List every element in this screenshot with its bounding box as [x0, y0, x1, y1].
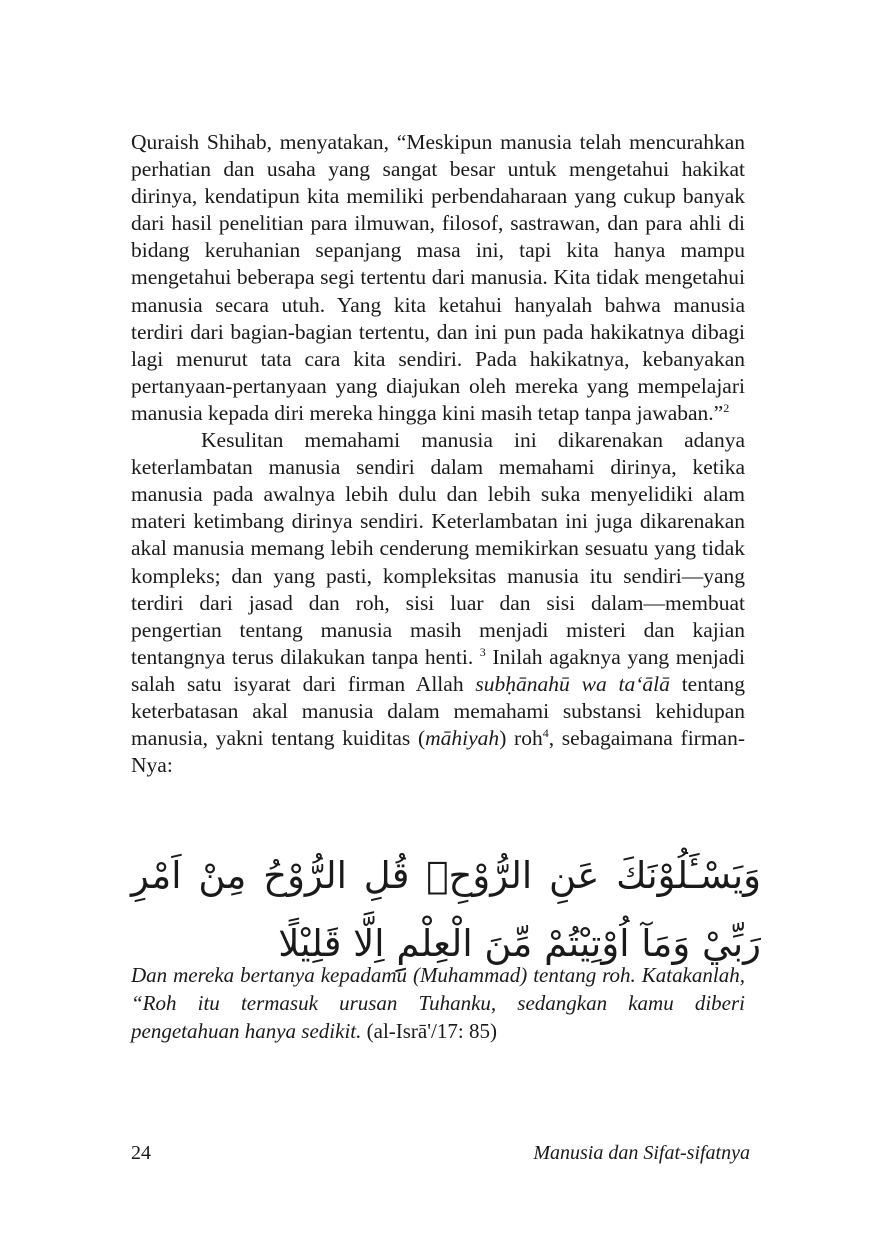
- quote-text: Quraish Shihab, menyatakan, “Meskipun manusia telah mencurahkan perhatian dan usaha yang sangat besar untuk mengetahui hakikat dirinya, kendatipun kita memiliki perbendaharaan yang cukup banyak dari hasil penelitian para ilmuwan, filosof, sastrawan, dan para ahli di bidang keruhanian sepanjang masa ini, tapi kita hanya mampu mengetahui beberapa segi tertentu dari manusia. Kita tidak mengetahui manusia secara utuh. Yang kita ketahui hanyalah bahwa manusia terdiri dari bagian-bagian tertentu, dan ini pun pada hakikatnya dibagi lagi menurut tata cara kita sendiri. Pada hakikatnya, kebanyakan pertanyaan-pertanyaan yang diajukan oleh mereka yang mempelajari manusia kepada diri mereka hingga kini masih tetap tanpa jawaban.”: [131, 130, 745, 425]
- paragraph-explanation: [131, 427, 745, 779]
- mahiyah-term: māhiyah: [425, 726, 500, 751]
- explanation-text-2: Inilah agaknya yang menjadi salah satu isyarat dari firman Allah: [131, 644, 745, 696]
- subhanahu-phrase: subḥānahū wa ta‘ālā: [475, 671, 670, 696]
- running-title: Manusia dan Sifat-sifatnya: [533, 1142, 750, 1164]
- footnote-marker-4: 4: [542, 725, 549, 740]
- footnote-marker-2: 2: [723, 400, 730, 415]
- body-text: [131, 129, 745, 779]
- paragraph-quote: [131, 129, 745, 427]
- verse-translation: [131, 961, 745, 1045]
- quran-verse-arabic: وَيَسْـَٔلُوْنَكَ عَنِ الرُّوْحِۗ قُلِ الرُّوْحُ مِنْ اَمْرِ رَبِّيْ وَمَآ اُوْتِيْتُمْ مِّنَ الْعِلْمِ اِلَّا قَلِيْلًا: [131, 854, 761, 965]
- translation-text: Dan mereka bertanya kepadamu (Muhammad) tentang roh. Katakanlah, “Roh itu termasuk urusan Tuhanku, sedangkan kamu diberi pengetahuan hanya sedikit.: [131, 963, 745, 1043]
- explanation-text-4: ) roh: [499, 726, 543, 751]
- explanation-text-1: Kesulitan memahami manusia ini dikarenakan adanya keterlambatan manusia sendiri dalam memahami dirinya, ketika manusia pada awalnya lebih dulu dan lebih suka menyelidiki alam materi ketimbang dirinya sendiri. Keterlambatan ini juga dikarenakan akal manusia memang lebih cenderung memikirkan sesuatu yang tidak kompleks; dan yang pasti, kompleksitas manusia itu sendiri—yang terdiri dari jasad dan roh, sisi luar dan sisi dalam—membuat pengertian tentang manusia masih menjadi misteri dan kajian tentangnya terus dilakukan tanpa henti.: [131, 428, 745, 669]
- explanation-text-5: , sebagaimana firman-Nya:: [131, 726, 746, 778]
- footnote-marker-3: 3: [479, 644, 486, 659]
- page-number: 24: [131, 1142, 151, 1164]
- explanation-text-3: tentang keterbatasan akal manusia dalam memahami substansi kehidupan manusia, yakni tentang kuiditas (: [131, 671, 745, 751]
- verse-reference: (al-Isrā'/17: 85): [366, 1019, 497, 1043]
